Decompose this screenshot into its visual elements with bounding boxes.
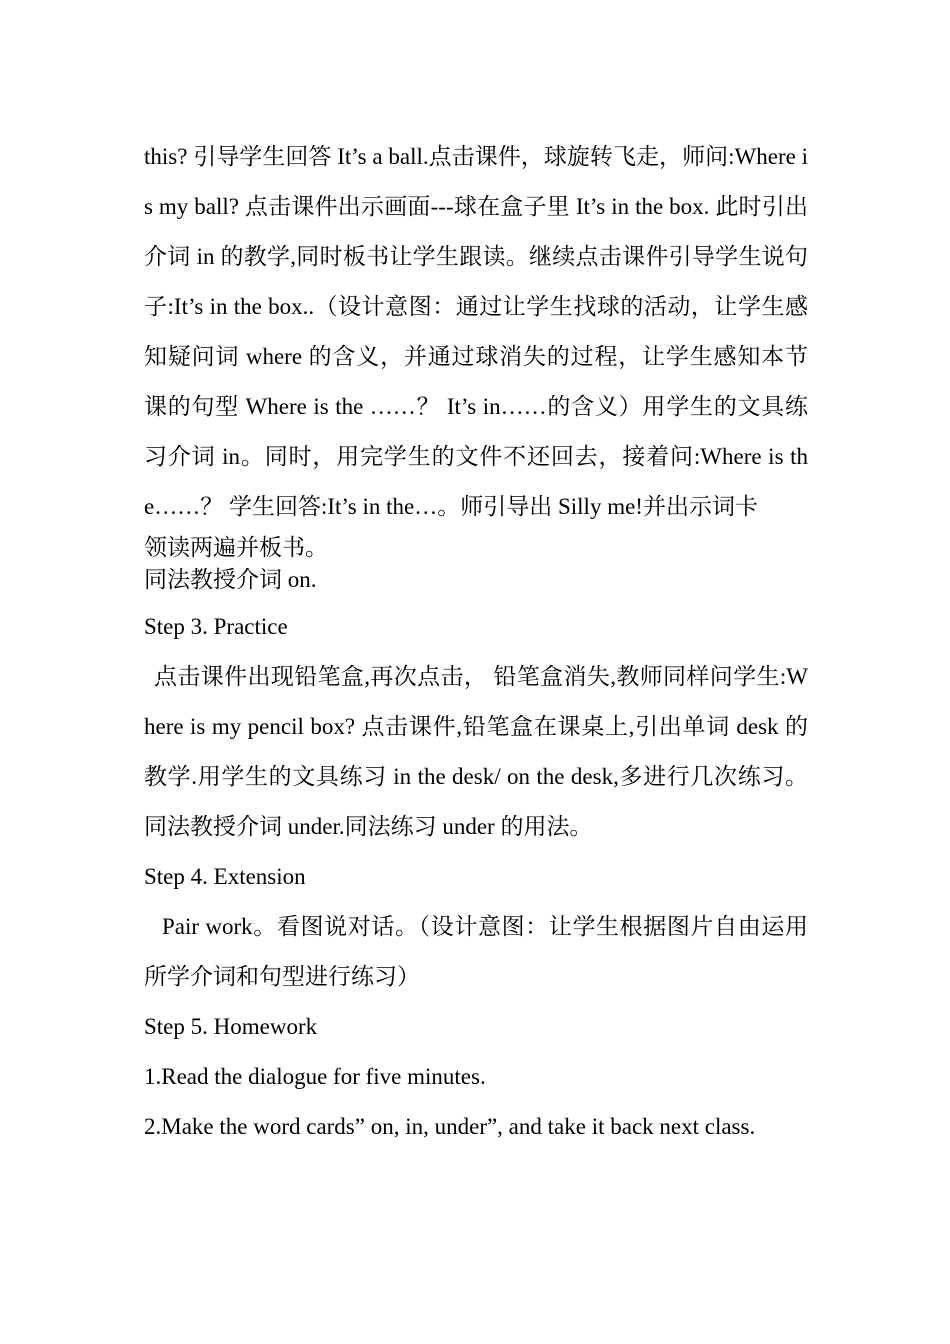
paragraph-intro: this? 引导学生回答 It’s a ball.点击课件，球旋转飞走，师问:Where is my ball? 点击课件出示画面---球在盒子里 It’s in the box. 此时引出介词 in 的教学,同时板书让学生跟读。继续点击课件引导学生说句子:It’s in the box..（设计意图：通过让学生找球的活动，让学生感知疑问词 where 的含义，并通过球消失的过程，让学生感知本节课的句型 Where is the ……？ It’s in……的含义）用学生的文具练习介词 in。同时，用完学生的文件不还回去，接着问:Where is the……？ 学生回答:It’s in the…。师引导出 Silly me!并出示词卡 <box>144 144 808 519</box>
heading-step4: Step 4. Extension <box>144 864 306 889</box>
paragraph-intro-continued: 领读两遍并板书。 <box>144 535 328 560</box>
paragraph-step3: 点击课件出现铅笔盒,再次点击， 铅笔盒消失,教师同样问学生:Where is my pencil box? 点击课件,铅笔盒在课桌上,引出单词 desk 的教学.用学生的文具练习 in the desk/ on the desk,多进行几次练习。同法教授介词 under.同法练习 under 的用法。 <box>144 664 808 839</box>
paragraph-on: 同法教授介词 on. <box>144 567 317 592</box>
heading-step3: Step 3. Practice <box>144 614 288 639</box>
document-body <box>144 132 808 1152</box>
homework-item-2: 2.Make the word cards” on, in, under”, and take it back next class. <box>144 1114 756 1139</box>
paragraph-step4: Pair work。看图说对话。（设计意图：让学生根据图片自由运用所学介词和句型进行练习） <box>144 914 808 989</box>
homework-item-1: 1.Read the dialogue for five minutes. <box>144 1064 486 1089</box>
heading-step5: Step 5. Homework <box>144 1014 318 1039</box>
